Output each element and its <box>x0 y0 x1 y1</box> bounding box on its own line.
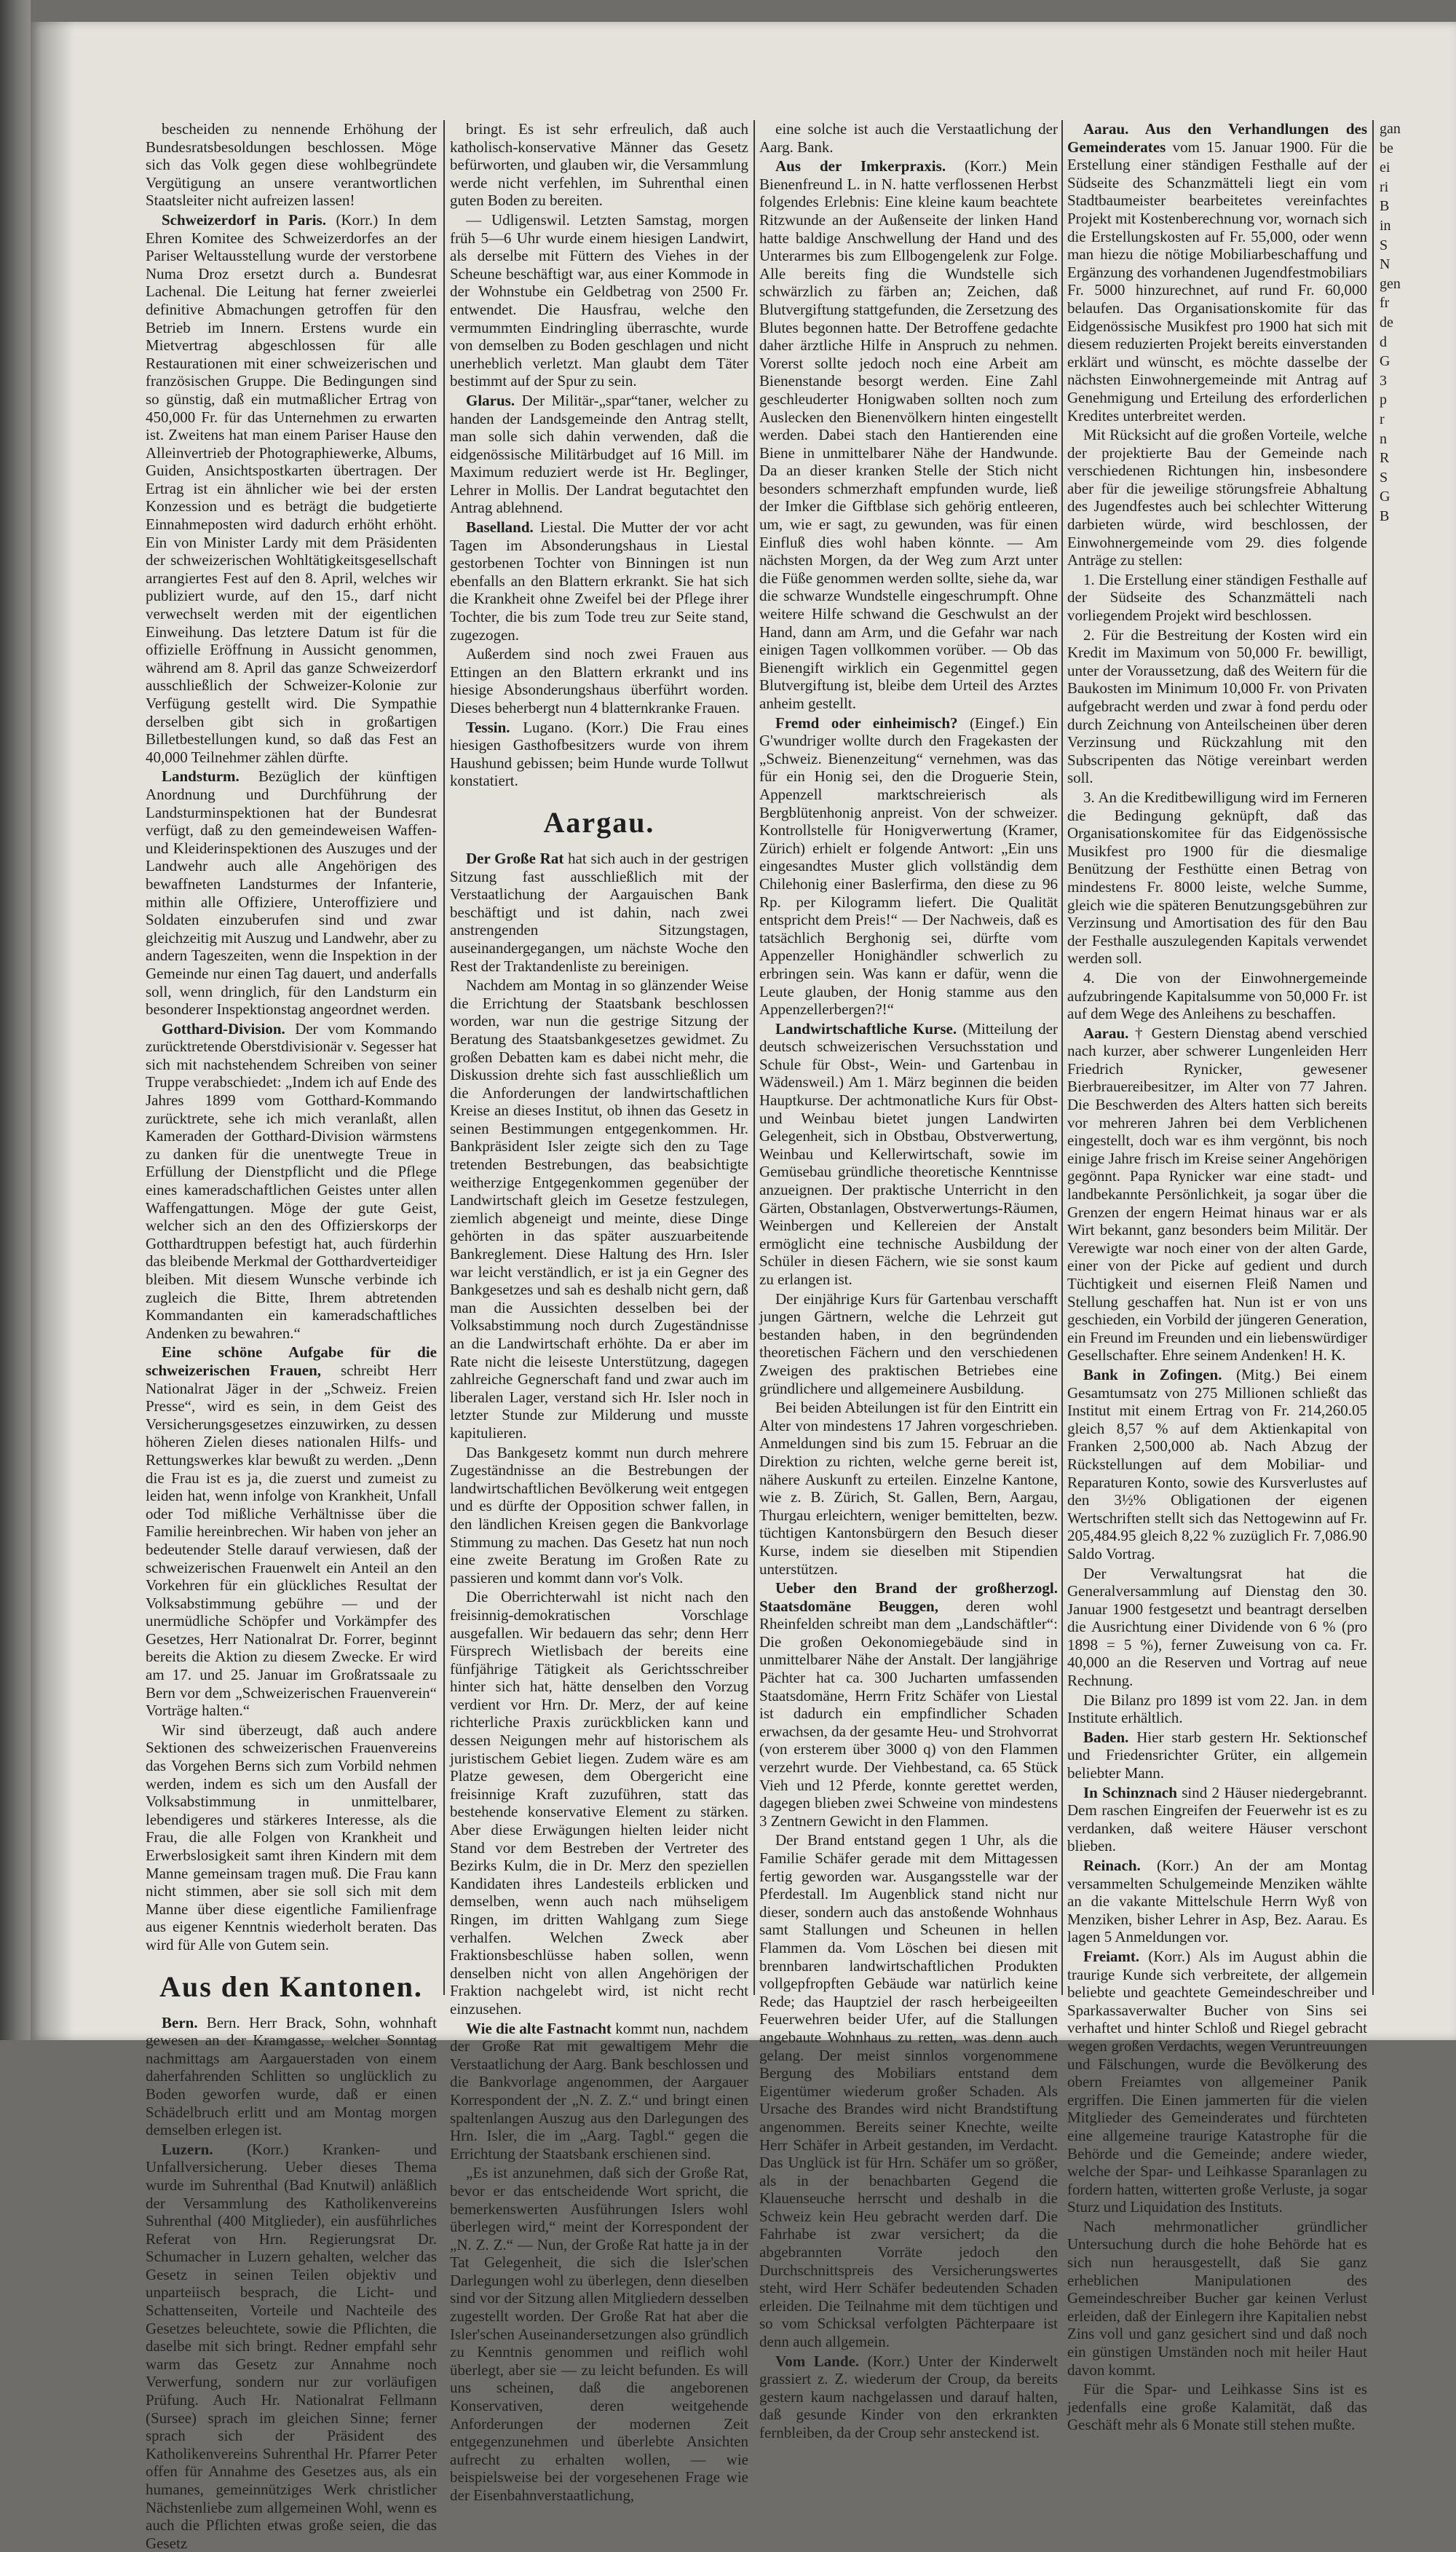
article-text: gen <box>1380 275 1401 292</box>
article-paragraph <box>1067 426 1367 569</box>
article-paragraph <box>759 1290 1058 1398</box>
column-2 <box>450 120 749 2504</box>
article-paragraph <box>1067 1784 1367 1855</box>
article-text: bescheiden zu nennende Erhöhung der Bundesratsbesoldungen beschlossen. Möge sich das Volk gegen diese wohlbegründete Vergütigung an unsere verantwortlichen Staatsleiter nicht aufreizen lassen! <box>146 120 437 210</box>
article-text: Der Militär-„spar“taner, welcher zu handen der Landsgemeinde den Antrag stellt, man solle sich dahin verwenden, daß die eidgenössische Militärbudget auf 16 Mill. im Maximum reduziert werde ist Hr. Beglinger, Lehrer in Mollis. Der Landrat begutachtet den Antrag ablehnend. <box>450 391 748 517</box>
article-text: 3. An die Kreditbewilligung wird im Ferneren die Bedingung geknüpft, daß das Organisationskomitee für das Eidgenössische Musikfest pro 1900 für die diesmalige Benützung der Festhütte einen Betrag von mindestens Fr. 8000 leiste, welche Summe, gleich wie die späteren Benutzungsgebühren zur Verzinsung und Amortisation des für den Bau der Festhalle auszulegenden Kapitals verwendet werden soll. <box>1067 788 1367 968</box>
article-paragraph <box>759 157 1058 712</box>
article-paragraph <box>759 2352 1058 2442</box>
article-paragraph <box>1380 256 1423 274</box>
article-headline: Wie die alte Fastnacht <box>466 2019 612 2037</box>
article-text: 3 <box>1380 372 1387 389</box>
article-paragraph <box>450 2020 748 2163</box>
article-text: G <box>1380 489 1390 505</box>
article-headline: Glarus. <box>466 391 515 409</box>
article-paragraph <box>1380 314 1423 332</box>
article-text: S <box>1380 469 1388 486</box>
article-headline: Freiamt. <box>1083 1947 1140 1965</box>
article-text: Bei beiden Abteilungen ist für den Eintritt ein Alter von mindestens 17 Jahren vorgeschrieben. Anmeldungen sind bis zum 15. Februar an die Direktion zu richten, welche gerne bereit ist, nähere Auskunft zu erteilen. Einzelne Kantone, wie z. B. Zürich, St. Gallen, Bern, Aargau, Thurgau erleichtern, weniger bemittelten, bezw. tüchtigen Kantonsbürgern den Besuch dieser Kurse, indem sie dieselben mit Stipendien unterstützen. <box>759 1399 1058 1578</box>
article-text: Bezüglich der künftigen Anordnung und Durchführung der Landsturminspektionen hat der Bundesrat verfügt, daß zu den gemeindeweisen Waffen- und Kleiderinspektionen des Auszuges und der Landwehr auch alle Angehörigen des bewaffneten Landsturmes der Infanterie, mithin alle Offiziere, Unteroffiziere und Soldaten einzuberufen sind und zwar gleichzeitig mit Auszug und Landwehr, aber zu andern Tageszeiten, wenn die Inspektion in der Gemeinde nur einen Tag dauert, und anderfalls soll, wenn dringlich, für den Landsturm ein besonderer Inspektionstag angeordnet werden. <box>146 767 438 1019</box>
article-text: ri <box>1380 178 1389 195</box>
article-text: B <box>1380 198 1390 215</box>
article-paragraph <box>759 1399 1058 1578</box>
article-text: gan <box>1380 121 1401 137</box>
column-4 <box>1067 120 1368 2434</box>
article-paragraph <box>1067 571 1367 625</box>
column-3 <box>759 120 1059 2441</box>
article-paragraph <box>1380 391 1423 409</box>
article-text: — Udligenswil. Letzten Samstag, morgen früh 5—6 Uhr wurde einem hiesigen Landwirt, als derselbe mit Füttern des Viehes in der Scheune beschäftigt war, aus einer Kommode in der Wohnstube ein Geldbetrag von 2500 Fr. entwendet. Die Hausfrau, welche den vermummten Eindringling überraschte, wurde von demselben zu Boden geschlagen und nicht unerheblich verletzt. Man glaubt dem Täter bestimmt auf der Spur zu sein. <box>450 210 748 390</box>
article-text: Bern. Herr Brack, Sohn, wohnhaft gewesen an der Kramgasse, welcher Sonntag nachmittags am Aargauerstaden von einem daherfahrenden Schlitten so unglücklich zu Boden geworfen wurde, daß er einen Schädelbruch erlitt und am Montag morgen demselben erlegen ist. <box>146 2013 438 2139</box>
article-paragraph <box>1380 449 1423 467</box>
article-text: Liestal. Die Mutter der vor acht Tagen im Absonderungshaus in Liestal gestorbenen Tochter von Binningen ist nun ebenfalls an den Blattern erkrankt. Sie hat sich die Krankheit ohne Zweifel bei der Pflege ihrer Tochter, die bis zum Tode treu zur Seite stand, zugezogen. <box>450 518 749 644</box>
article-text: Der vom Kommando zurücktretende Oberstdivisionär v. Segesser hat sich mit nachstehendem Schreiben von seiner Truppe verabschiedet: „Indem ich auf Ende des Jahres 1899 vom Gotthard-Kommando zurücktrete, sehe ich mich veranlaßt, allen Kameraden der Gotthard-Division wärmstens zu danken für die unentwegte Treue in Erfüllung der Dienstpflicht und die Pflege eines kameradschaftlichen Geistes unter allen Waffengattungen. Möge der gute Geist, welcher sich an den des Offizierskorps der Gotthardtruppen befestigt hat, auch fürderhin das bleibende Merkmal der Gotthardverteidiger bleiben. Mit diesem Wunsche verbinde ich zugleich die Bitte, Ihrem abtretenden Kommandanten ein kameradschaftliches Andenken zu bewahren.“ <box>146 1019 438 1342</box>
article-paragraph <box>450 976 748 1442</box>
article-paragraph <box>1067 2380 1367 2434</box>
article-paragraph <box>1380 178 1423 197</box>
article-paragraph <box>146 2141 437 2552</box>
article-paragraph <box>450 645 748 716</box>
article-text: bringt. Es ist sehr erfreulich, daß auch katholisch-konservative Männer das Gesetz befürworten, und glauben wir, die Versammlung werde nicht verfehlen, im Suhrenthal einen guten Boden zu bereiten. <box>450 120 748 210</box>
article-paragraph <box>1067 969 1367 1023</box>
article-headline: Baden. <box>1083 1728 1129 1746</box>
article-text: 4. Die von der Einwohnergemeinde aufzubringende Kapitalsumme von 50,000 Fr. ist auf dem Wege des Anleihens zu beschaffen. <box>1067 968 1367 1023</box>
article-paragraph <box>1067 2218 1367 2379</box>
article-headline: Landsturm. <box>162 767 240 786</box>
article-text: vom 15. Januar 1900. Für die Erstellung einer ständigen Festhalle auf der Südseite des Schanzmätteli liegt ein vom Stadtbaumeister bearbeitetes vereinfachtes Projekt mit Kostenberechnung vor, wornach sich die Erstellungskosten auf Fr. 55,000, oder wenn man hiezu die nötige Mobiliarbeschaffung und Ergänzung des vorhandenen Jugendfestmobiliars Fr. 5000 hinzurechnet, auf rund Fr. 60,000 belaufen. Das Organisationskomite für das Eidgenössische Musikfest pro 1900 hat sich mit diesem reduzierten Projekt bereits einverstanden erklärt und wünscht, es möchte dasselbe der nächsten Einwohnergemeinde mit Antrag auf Genehmigung und Erteilung des erforderlichen Kredites unterbreitet werden. <box>1067 138 1367 424</box>
article-paragraph <box>450 120 748 210</box>
article-text: Wir sind überzeugt, daß auch andere Sektionen des schweizerischen Frauenvereins das Vorgehen Berns sich zum Vorbild nehmen werden, indem es sich um den Ausfall der Volksabstimmung in unmittelbarer, lebendigeres und stärkeres Interesse, als die Frau, die alle Folgen von Krankheit und Erwerbslosigkeit samt ihren Kindern mit dem Manne gemeinsam tragen muß. Die Frau kann nicht stimmen, aber sie soll sich mit dem Manne über diese eigentliche Familienfrage aus eigener Kenntnis wiederholt beraten. Das wird für Alle von Gutem sein. <box>146 1721 437 1953</box>
article-paragraph <box>1067 1691 1367 1727</box>
article-paragraph <box>450 392 748 517</box>
article-paragraph <box>1380 217 1423 235</box>
article-text: Der einjährige Kurs für Gartenbau verschafft jungen Gärtnern, welche die Lehrzeit gut bestanden haben, in den begründenden theoretischen Fächern und den verschiedenen Zweigen des praktischen Betriebes eine gründlichere und allgemeinere Ausbildung. <box>759 1289 1058 1397</box>
article-headline: Fremd oder einheimisch? <box>775 714 958 732</box>
article-paragraph <box>1067 626 1367 787</box>
article-paragraph <box>1380 333 1423 352</box>
article-text: r <box>1380 411 1385 427</box>
article-text: Außerdem sind noch zwei Frauen aus Ettingen an den Blattern erkrankt und ins hiesige Absonderungshaus überführt worden. Dieses beherbergt nun 4 blatternkranke Frauen. <box>450 645 748 716</box>
article-text: G <box>1380 353 1390 370</box>
article-paragraph <box>1380 197 1423 216</box>
article-paragraph <box>759 1579 1058 1830</box>
article-text: Die Oberrichterwahl ist nicht nach den freisinnig-demokratischen Vorschlage ausgefallen. Wir bedauern das sehr; denn Herr Fürsprech Wietlisbach der bereits eine fünfjährige Tätigkeit als Gerichtsschreiber hinter sich hat, hätte denselben den Vorzug verdient vor Hrn. Dr. Merz, der auf keine richterliche Praxis zurückblicken kann und dessen Neigungen mehr auf historischem als juristischem Gebiet liegen. Zudem wäre es am Platze gewesen, dem Obergericht eine freisinnige Kraft zuzuführen, statt das bestehende konservative Element zu stärken. Aber diese Erwägungen hielten leider nicht Stand vor dem Bestreben der Vertreter des Bezirks Kulm, die in Dr. Merz den speziellen Kandidaten ihres Landesteils erblicken und demselben, wenn auch nach mühseligem Ringen, im dritten Wahlgang zum Siege verhalfen. Welchen Zweck aber Fraktionsbeschlüsse haben sollen, wenn denselben nicht von allen Angehörigen der Fraktion nachgelebt wird, ist nicht recht einzusehen. <box>450 1588 748 2018</box>
article-paragraph <box>1380 140 1423 158</box>
article-paragraph <box>1380 294 1423 312</box>
article-text: p <box>1380 392 1387 408</box>
article-headline: Reinach. <box>1083 1857 1141 1874</box>
article-text: Nach mehrmonatlicher gründlicher Untersuchung durch die hohe Behörde hat es sich nun herausgestellt, daß Sie ganz erheblichen Manipulationen des Gemeindeschreiber Bucher gar keinen Verlust erleiden, daß der Einlegern ihre Kapitalien nebst Zins voll und ganz gesichert sind und daß noch ein günstigen Umständen noch mit heiler Haut davon kommt. <box>1067 2217 1367 2379</box>
article-headline: Landwirtschaftliche Kurse. <box>775 1019 957 1038</box>
article-text: d <box>1380 333 1387 350</box>
article-headline: Der Große Rat <box>466 849 564 867</box>
article-text: Mit Rücksicht auf die großen Vorteile, welche der projektierte Bau der Gemeinde nach verschiedenen Richtungen hin, insbesondere aber für die jeweilige störungsfreie Abhaltung des Jugendfestes auch bei schlechter Witterung darbieten würde, wird beschlossen, der Einwohnergemeinde vom 29. dies folgende Anträge zu stellen: <box>1067 426 1367 569</box>
column-rule <box>1372 120 1374 1995</box>
article-paragraph <box>450 1444 748 1587</box>
article-paragraph <box>146 2014 437 2139</box>
article-paragraph <box>450 1588 748 2018</box>
article-paragraph <box>1067 1366 1367 1563</box>
article-text: 2. Für die Bestreitung der Kosten wird ein Kredit im Maximum von 50,000 Fr. bewilligt, unter der Voraussetzung, daß des Weitern für die Baukosten im Minimum 10,000 Fr. von Privaten aufgebracht werden und zwar à fond perdu oder durch Zeichnung von Anteilscheinen über deren Verzinsung und Rückzahlung mit den Subscripenten das Nötige vereinbart werden soll. <box>1067 625 1367 787</box>
article-paragraph <box>1067 1729 1367 1782</box>
article-paragraph <box>146 120 437 210</box>
article-text: (Korr.) Kranken- und Unfallversicherung. Ueber dieses Thema wurde im Suhrenthal (Bad Knutwil) anläßlich der Versammlung des Katholikenvereins Suhrenthal (400 Mitglieder), ein ausführliches Referat von Hrn. Regierungsrat Dr. Schumacher in Luzern gehalten, welcher das Gesetz in seinen Teilen objektiv und unparteiisch besprach, die Licht- und Schattenseiten, Vorteile und Nachteile des Gesetzes beleuchtete, sowie die Pflichten, die daselbe mit sich bringt. Redner empfahl sehr warm das Gesetz zur Annahme noch Verwerfung, sondern nur zur vorläufigen Prüfung. Auch Hr. Nationalrat Fellmann (Sursee) sprach im gleichen Sinne; ferner sprach sich der Präsident des Katholikenvereins Suhrenthal Hr. Pfarrer Peter offen für Annahme des Gesetzes aus, als ein humanes, gemeinnütziges Werk christlicher Nächstenliebe zum allgemeinen Wohl, wenn es auch die Pflichten etwas große seien, die das Gesetz <box>146 2140 437 2552</box>
article-text: N <box>1380 256 1390 273</box>
article-paragraph <box>1380 237 1423 255</box>
article-text: be <box>1380 140 1393 157</box>
article-headline: Luzern. <box>162 2140 213 2158</box>
article-paragraph <box>1380 159 1423 177</box>
article-text: Für die Spar- und Leihkasse Sins ist es jedenfalls eine große Kalamität, daß das Geschäft mehr als 6 Monate still stehen mußte. <box>1067 2380 1367 2434</box>
article-text: „Es ist anzunehmen, daß sich der Große Rat, bevor er das entscheidende Wort spricht, die bemerkenswerten Ausführungen Islers wohl überlegen wird,“ meint der Korrespondent der „N. Z. Z.“ — Nun, der Große Rat hatte ja in der Tat Gelegenheit, die sich die Isler'schen Darlegungen wohl zu überlegen, denn dieselben sind vor der Sitzung allen Mitgliedern desselben zugestellt worden. Der Große Rat hat aber die Isler'schen Auseinandersetzungen also gründlich zu Kenntnis genommen und reiflich wohl überlegt, aber sie — zu leicht befunden. Es will uns scheinen, daß die angeborenen Konservativen, deren weitgehende Anforderungen der modernen Zeit entgegenzunehmen und überlebte Ansichten aufrecht zu erhalten wollen, — wie beispielsweise bei der vorgesehenen Frage wie der Eisenbahnverstaatlichung, <box>450 2164 748 2504</box>
article-text: (Mitg.) Bei einem Gesamtumsatz von 275 Millionen schließt das Institut mit einem Ertrag von Fr. 214,260.05 gleich 8,57 % auf dem Aktienkapital von Franken 2,500,000 ab. Nach Abzug der Rückstellungen auf dem Mobiliar- und Reparaturen Konto, sowie des Kursverlustes auf den 3½% Obligationen der eigenen Wertschriften stellt sich das Nettogewinn auf Fr. 205,484.95 gleich 8,22 % zuzüglich Fr. 7,086.90 Saldo Vortrag. <box>1067 1365 1367 1563</box>
article-text: schreibt Herr Nationalrat Jäger in der „Schweiz. Freien Presse“, wird es sein, in dem Geist des Versicherungsgesetzes einzuwirken, zu dessen höheren Zielen dieses nationalen Hilfs- und Rettungswerkes klar bewußt zu werden. „Denn die Frau ist es ja, die zuerst und zumeist zu leiden hat, wenn infolge von Krankheit, Unfall oder Tod mißliche Verhältnisse über die Familie hereinbrechen. Wir haben von jeher an bedeutender Stelle darauf verwiesen, daß der schweizerischen Frauenwelt ein Anteil an den Vorkehren für ein glückliches Resultat der Volksabstimmung gebühre — und der unermüdliche Schöpfer und Vorkämpfer des Gesetzes, Herr Nationalrat Dr. Forrer, beginnt bereits die Aktion zu diesem Zwecke. Er wird am 17. und 25. Januar im Großratssaale zu Bern vor dem „Schweizerischen Frauenverein“ Vorträge halten.“ <box>146 1361 437 1720</box>
article-paragraph <box>1380 352 1423 371</box>
article-paragraph <box>1380 469 1423 487</box>
article-text: (Korr.) Als im August abhin die traurige Kunde sich verbreitete, der allgemein beliebte und geachtete Gemeindeschreiber und Sparkassaverwalter Bucher von Sins sei verhaftet und hinter Schloß und Riegel gebracht wegen großen Verdachts, wegen Veruntreuungen und Fälschungen, wurde die Bevölkerung des obern Freiamtes von allgemeiner Panik ergriffen. Die Einen jammerten für die vielen Mitglieder des Gemeinderates und fürchteten eine allgemeine traurige Katastrophe für die Behörde und die Gemeinde; andere wieder, welche der Spar- und Leihkasse Sparanlagen zu fordern hatten, witterten große Verluste, ja sogar Sturz und Liquidation des Instituts. <box>1067 1947 1367 2216</box>
article-headline: Baselland. <box>466 518 534 537</box>
article-headline: Aarau. <box>1083 1024 1129 1042</box>
article-paragraph <box>450 2164 748 2504</box>
article-text: deren wohl Rheinfelden schreibt man dem „Landschäftler“: Die großen Oekonomiegebäude sind in unmittelbarer Nähe der Anstalt. Der langjährige Pächter hat ca. 300 Jucharten umfassenden Staatsdomäne, Herrn Fritz Schäfer von Liestal ist dadurch ein empfindlicher Schaden erwachsen, da der gesamte Heu- und Strohvorrat (von ersterem über 3000 q) von den Flammen verzehrt wurde. Der Viehbestand, ca. 65 Stück Vieh und 12 Pferde, konnte gerettet werden, dagegen blieben zwei Schweine von mindestens 3 Zentnern Gewicht in den Flammen. <box>759 1597 1058 1830</box>
article-text: S <box>1380 237 1388 253</box>
article-text: n <box>1380 430 1387 447</box>
article-paragraph <box>1380 372 1423 390</box>
section-heading: Aus den Kantonen. <box>159 1970 423 2003</box>
article-text: (Korr.) An der am Montag versammelten Schulgemeinde Menziken wählte an die vakante Mittelschule Herrn Wyß von Menziken, bisher Lehrer in Asp, Bez. Aarau. Es lagen 5 Anmeldungen vor. <box>1067 1857 1367 1946</box>
article-text: eine solche ist auch die Verstaatlichung der Aarg. Bank. <box>759 120 1058 156</box>
article-paragraph <box>1380 488 1423 506</box>
article-headline: Eine schöne Aufgabe für die schweizerischen Frauen, <box>146 1343 437 1379</box>
article-paragraph <box>1380 275 1423 293</box>
article-text: † Gestern Dienstag abend verschied nach kurzer, aber schwerer Lungenleiden Herr Friedrich Rynicker, gewesener Bierbrauereibesitzer, im Alter von 77 Jahren. Die Beschwerden des Alters hatten sich bereits vor mehreren Jahren bei dem Verblichenen eingestellt, doch war es ihm vergönnt, bis noch einige Jahre frisch im Kreise seiner Angehörigen gegönnt. Papa Rynicker war eine stadt- und landbekannte Persönlichkeit, ja sogar über die Grenzen der engern Heimat hinaus war er als Wirt bekannt, ganz besonders beim Militär. Der Verewigte war noch einer von der alten Garde, einer von der Picke auf gedient und durch Tüchtigkeit und eisernen Fleiß Namen und Stellung geschaffen hat. Nun ist er von uns geschieden, ein Vorbild der jüngeren Generation, ein Freund im Freunden und ein liebenswürdiger Gesellschafter. Ehre seinem Andenken! H. K. <box>1067 1024 1368 1364</box>
article-paragraph <box>1380 411 1423 429</box>
article-headline: Bern. <box>162 2013 198 2031</box>
article-headline: Schweizerdorf in Paris. <box>162 210 326 229</box>
page-spine-shadow <box>31 22 74 2040</box>
article-headline: Tessin. <box>466 718 510 736</box>
article-paragraph <box>146 1020 437 1343</box>
article-paragraph <box>1067 1948 1367 2216</box>
article-paragraph <box>1067 1565 1367 1690</box>
article-paragraph <box>146 1343 437 1719</box>
article-text: Nachdem am Montag in so glänzender Weise die Errichtung der Staatsbank beschlossen worden, war nun die gestrige Sitzung der Beratung des Staatsbankgesetzes gewidmet. Zu großen Debatten kam es dabei nicht mehr, die Diskussion drehte sich fast ausschließlich um die Anforderungen der landwirtschaftlichen Kreise an dieses Institut, ob ihnen das Gesetz in seinen Bestimmungen entgegenkommen. Hr. Bankpräsident Isler zeigte sich den zu Tage tretenden Bestrebungen, das beabsichtigte weitherzige Entgegenkommen gegenüber der Landwirtschaft gleich im Gesetze festzulegen, ziemlich abgeneigt und meinte, diese Dinge gehörten in das später auszuarbeitende Bankreglement. Diese Haltung des Hrn. Isler war leicht verständlich, er ist ja ein Gegner des Bankgesetzes und sah es deshalb nicht gern, daß man die Aussichten desselben bei der Volksabstimmung noch durch Zugeständnisse an die Landwirtschaft erhöhte. Da er aber im Rate nicht die leiseste Unterstützung, dagegen zahlreiche Gegnerschaft fand und zwar auch im liberalen Lager, verstand sich Hr. Isler noch in letzter Stunde zur Milderung und musste kapitulieren. <box>450 976 748 1442</box>
article-paragraph <box>450 518 748 644</box>
article-headline: Vom Lande. <box>775 2352 860 2370</box>
article-text: kommt nun, nachdem der Große Rat mit gewaltigem Mehr die Verstaatlichung der Aarg. Bank beschlossen und die Bankvorlage angenommen, der Aargauer Korrespondent der „N. Z. Z.“ und bringt einen spaltenlangen Auszug aus den Darlegungen des Hrn. Isler, die im „Aarg. Tagbl.“ gegen die Errichtung der Staatsbank erschienen sind. <box>450 2019 748 2162</box>
section-heading: Aargau. <box>543 805 655 839</box>
article-text: sind 2 Häuser niedergebrannt. Dem raschen Eingreifen der Feuerwehr ist es zu verdanken, daß weitere Häuser verschont blieben. <box>1067 1783 1368 1855</box>
article-paragraph <box>1380 507 1423 526</box>
article-text: hat sich auch in der gestrigen Sitzung fast ausschließlich mit der Verstaatlichung der Aargauischen Bank beschäftigt und ist dahin, nach zwei anstrengenden Sitzungstagen, auseinandergegangen, um nächste Woche den Rest der Traktandenliste zu bereinigen. <box>450 849 748 975</box>
article-text: (Eingef.) Ein G'wundriger wollte durch den Fragekasten der „Schweiz. Bienenzeitung“ vernehmen, was das für ein Honig sei, den die Droguerie Stein, Appenzell marktschreierisch als Bergblütenhonig anpreist. Von der schweizer. Kontrollstelle für Honigverwertung (Kramer, Zürich) erhielt er folgende Antwort: „Ein uns eingesandtes Muster glich vollständig dem Chilehonig einer Baslerfirma, den diese zu 96 Rp. per Kilogramm liefert. Die Qualität entspricht dem Preis!“ — Der Nachweis, daß es tatsächlich Berghonig sei, dürfte vom Appenzeller Honighändler schwerlich zu erbringen sein. Was kann er dafür, wenn die Leute glauben, der Honig stamme aus den Appenzellerbergen?!“ <box>759 714 1058 1019</box>
article-paragraph <box>146 767 437 1018</box>
article-text: (Korr.) Mein Bienenfreund L. in N. hatte verflossenen Herbst folgendes Erlebnis: Eine kleine kaum beachtete Ritzwunde an der Außenseite der linken Hand hatte baldige Anschwellung der Hand und des Unterarmes bis zum Ellbogengelenk zur Folge. Alle bereits fing die Wundstelle sich schwärzlich zu färben an; Zeichen, daß Blutvergiftung stattgefunden, die Zersetzung des Blutes begonnen hatte. Der Betroffene gedachte daher ärztliche Hilfe in Anspruch zu nehmen. Vorerst sollte jedoch noch eine Arbeit am Bienenstande besorgt werden. Eine Zahl geschleuderter Honigwaben sollten noch zum Auslecken den Bienenvölkern hinten eingestellt werden. Dabei stach den Hantierenden eine Biene in unmittelbarer Nähe der Handwunde. Da an dieser kranken Stelle der Stich nicht besonders schmerzhaft empfunden wurde, ließ der Imker die Giftblase sich gehörig entleeren, um, wie er sagt, zu gewunden, was für einen Einfluß dies wohl haben könnte. — Am nächsten Morgen, da der Weg zum Arzt unter die Füße genommen werden sollte, siehe da, war die schwarze Wundstelle eingeschrumpft. Ohne weitere Hilfe schwand die Geschwulst an der Hand, dann am Arm, und die Gefahr war nach einigen Tagen vollkommen vorüber. — Ob das Bienengift wirklich ein Gegenmittel gegen Blutvergiftung ist, bleibe dem Urteil des Arztes anheim gestellt. <box>759 157 1059 712</box>
article-text: de <box>1380 314 1393 331</box>
article-headline: Gotthard-Division. <box>162 1019 285 1038</box>
scan-edge <box>0 0 31 2040</box>
article-text: fr <box>1380 295 1390 312</box>
article-text: (Korr.) In dem Ehren Komitee des Schweizerdorfes an der Pariser Weltausstellung wurde der verstorbene Numa Droz ersetzt durch a. Bundesrat Lachenal. Die Leitung hat ferner zweierlei definitive Abmachungen getroffen für den Betrieb im Innern. Erstens wurde ein Mietvertrag abgeschlossen für alle Restaurationen mit einer schweizerischen und französischen Gruppe. Die Bedingungen sind so günstig, daß ein mutmaßlicher Ertrag von 450,000 Fr. für das Unternehmen zu erwarten ist. Zweitens hat man einem Pariser Hause den Alleinvertrieb der Photographiewerke, Albums, Guiden, Ansichtspostkarten übertragen. Der Ertrag ist ein ähnlicher wie bei der ersten Konzession und es beträgt die budgetierte Einnahmeposten wird dadurch erhöht erhöht. Ein von Minister Lardy mit dem Präsidenten der schweizerischen Wohltätigkeitsgesellschaft arrangiertes Fest auf den 8. April, welches wir publiziert wurde, auf den 15., darf nicht verwechselt werden mit der eigentlichen Einweihung. Das letztere Datum ist für die offizielle Eröffnung in Aussicht genommen, während am 8. April das ganze Schweizerdorf ausschließlich der Schweizer-Kolonie zur Verfügung gestellt wird. Die Sympathie derselben gibt sich in großartigen Billetbestellungen kund, so daß das Fest an 40,000 Teilnehmer zählen dürfte. <box>146 210 437 766</box>
article-text: Das Bankgesetz kommt nun durch mehrere Zugeständnisse an die Bestrebungen der landwirtschaftlichen Bevölkerung weit entgegen und es dürfte der Opposition schwer fallen, in den ländlichen Kreisen gegen die Bankvorlage Stimmung zu machen. Das Gesetz hat nun noch eine zweite Beratung im Großen Rate zu passieren und kommt dann vor's Volk. <box>450 1443 748 1587</box>
article-paragraph <box>1067 789 1367 968</box>
article-text: (Mitteilung der deutsch schweizerischen Versuchsstation und Schule für Obst-, Wein- und Gartenbau in Wädensweil.) Am 1. März beginnen die beiden Hauptkurse. Der achtmonatliche Kurs für Obst- und Weinbau bietet jungen Landwirten Gelegenheit, sich in Obstbau, Obstverwertung, Weinbau und Kellerwirtschaft, sowie im Gemüsebau gründliche theoretische Kenntnisse anzueignen. Der praktische Unterricht in den Gärten, Obstanlagen, Obstverwertungs-Räumen, Weinbergen und Kellereien der Anstalt ermöglicht eine technische Ausbildung der Schüler in diesen Fächern, wie sie sonst kaum zu erlangen ist. <box>759 1019 1058 1288</box>
article-headline: In Schinznach <box>1083 1783 1177 1801</box>
column-rule <box>1061 120 1063 1995</box>
article-paragraph <box>450 211 748 390</box>
article-paragraph <box>450 850 748 975</box>
article-headline: Bank in Zofingen. <box>1083 1365 1222 1383</box>
article-paragraph <box>1380 430 1423 449</box>
article-paragraph <box>1067 1024 1367 1364</box>
article-text: R <box>1380 450 1390 467</box>
article-headline: Aarau. Aus den Verhandlungen des Gemeinderates <box>1067 120 1367 156</box>
article-paragraph <box>146 1721 437 1954</box>
article-paragraph <box>146 211 437 766</box>
article-paragraph <box>759 1831 1058 2350</box>
article-headline: Aus der Imkerpraxis. <box>775 157 946 175</box>
article-paragraph <box>759 714 1058 1019</box>
column-1 <box>146 120 438 2552</box>
article-text: B <box>1380 507 1390 524</box>
article-text: ei <box>1380 159 1390 176</box>
column-rule <box>753 120 755 1995</box>
article-text: Der Verwaltungsrat hat die Generalversammlung auf Dienstag den 30. Januar 1900 festgesetzt und beantragt derselben die Ausrichtung einer Dividende von 6 % (pro 1898 = 5 %), ferner Zuweisung von ca. Fr. 40,000 an die Reserven und Vortrag auf neue Rechnung. <box>1067 1564 1367 1690</box>
article-paragraph <box>1380 120 1423 138</box>
article-text: 1. Die Erstellung einer ständigen Festhalle auf der Südseite des Schanzmätteli nach vorliegendem Projekt wird beschlossen. <box>1067 570 1367 625</box>
article-headline: Ueber den Brand der großherzogl. Staatsdomäne Beuggen, <box>759 1579 1058 1615</box>
article-paragraph <box>759 1020 1058 1289</box>
article-text: (Korr.) Unter der Kinderwelt grassiert z. Z. wiederum der Croup, da bereits gestern kaum nachgelassen und darauf halten, daß gesunde Kinder von den erkrankten fernbleiben, da der Croup sehr ansteckend ist. <box>759 2352 1058 2441</box>
article-paragraph <box>450 719 748 790</box>
column-5-cropped <box>1380 120 1423 1999</box>
column-rule <box>443 120 445 1995</box>
article-paragraph <box>1067 120 1367 424</box>
article-text: in <box>1380 217 1391 234</box>
article-paragraph <box>1067 1857 1367 1946</box>
article-text: Lugano. (Korr.) Die Frau eines hiesigen Gasthofbesitzers wurde von ihrem Haushund gebissen; beim Hunde wurde Tollwut konstatiert. <box>450 718 749 790</box>
article-text: Der Brand entstand gegen 1 Uhr, als die Familie Schäfer gerade mit dem Mittagessen fertig geworden war. Ausgangsstelle war der Pferdestall. Im Augenblick stand nicht nur dieser, sondern auch das anstoßende Wohnhaus samt Stallungen und Scheunen in hellen Flammen da. Vom Löschen bei diesen mit brennbaren landwirtschaftlichen Produkten vollgepfropften Gebäude war natürlich keine Rede; das Hauptziel der rasch herbeigeeilten Feuerwehren beider Ufer, auf die Stallungen angebaute Wohnhaus zu retten, was denn auch gelang. Der meist sinnlos vorgenommene Bergung des Mobiliars entstand dem Eigentümer wiederum großer Schaden. Als Ursache des Brandes wird nicht Brandstiftung angenommen. Bereits seiner Knechte, weilte Herr Schäfer in Arbeit gestanden, im Verdacht. Das Unglück ist für Hrn. Schäfer um so größer, als in der benachbarten Gegend die Klauenseuche herrscht und deshalb in die Schweiz kein Heu gebracht werden darf. Die Fahrhabe ist zwar versichert; da die abgebrannten Vorräte jedoch den Durchschnittspreis des Versicherungswertes steht, wird Herr Schäfer bedeutenden Schaden erleiden. Die Teilnahme mit dem tüchtigen und so vom Schicksal verfolgten Pächterpaare ist denn auch allgemein. <box>759 1831 1058 2351</box>
article-text: Die Bilanz pro 1899 ist vom 22. Jan. in dem Institute erhältlich. <box>1067 1691 1367 1727</box>
article-paragraph <box>759 120 1058 156</box>
article-text: Hier starb gestern Hr. Sektionschef und Friedensrichter Grüter, ein allgemein beliebter Mann. <box>1067 1728 1367 1782</box>
